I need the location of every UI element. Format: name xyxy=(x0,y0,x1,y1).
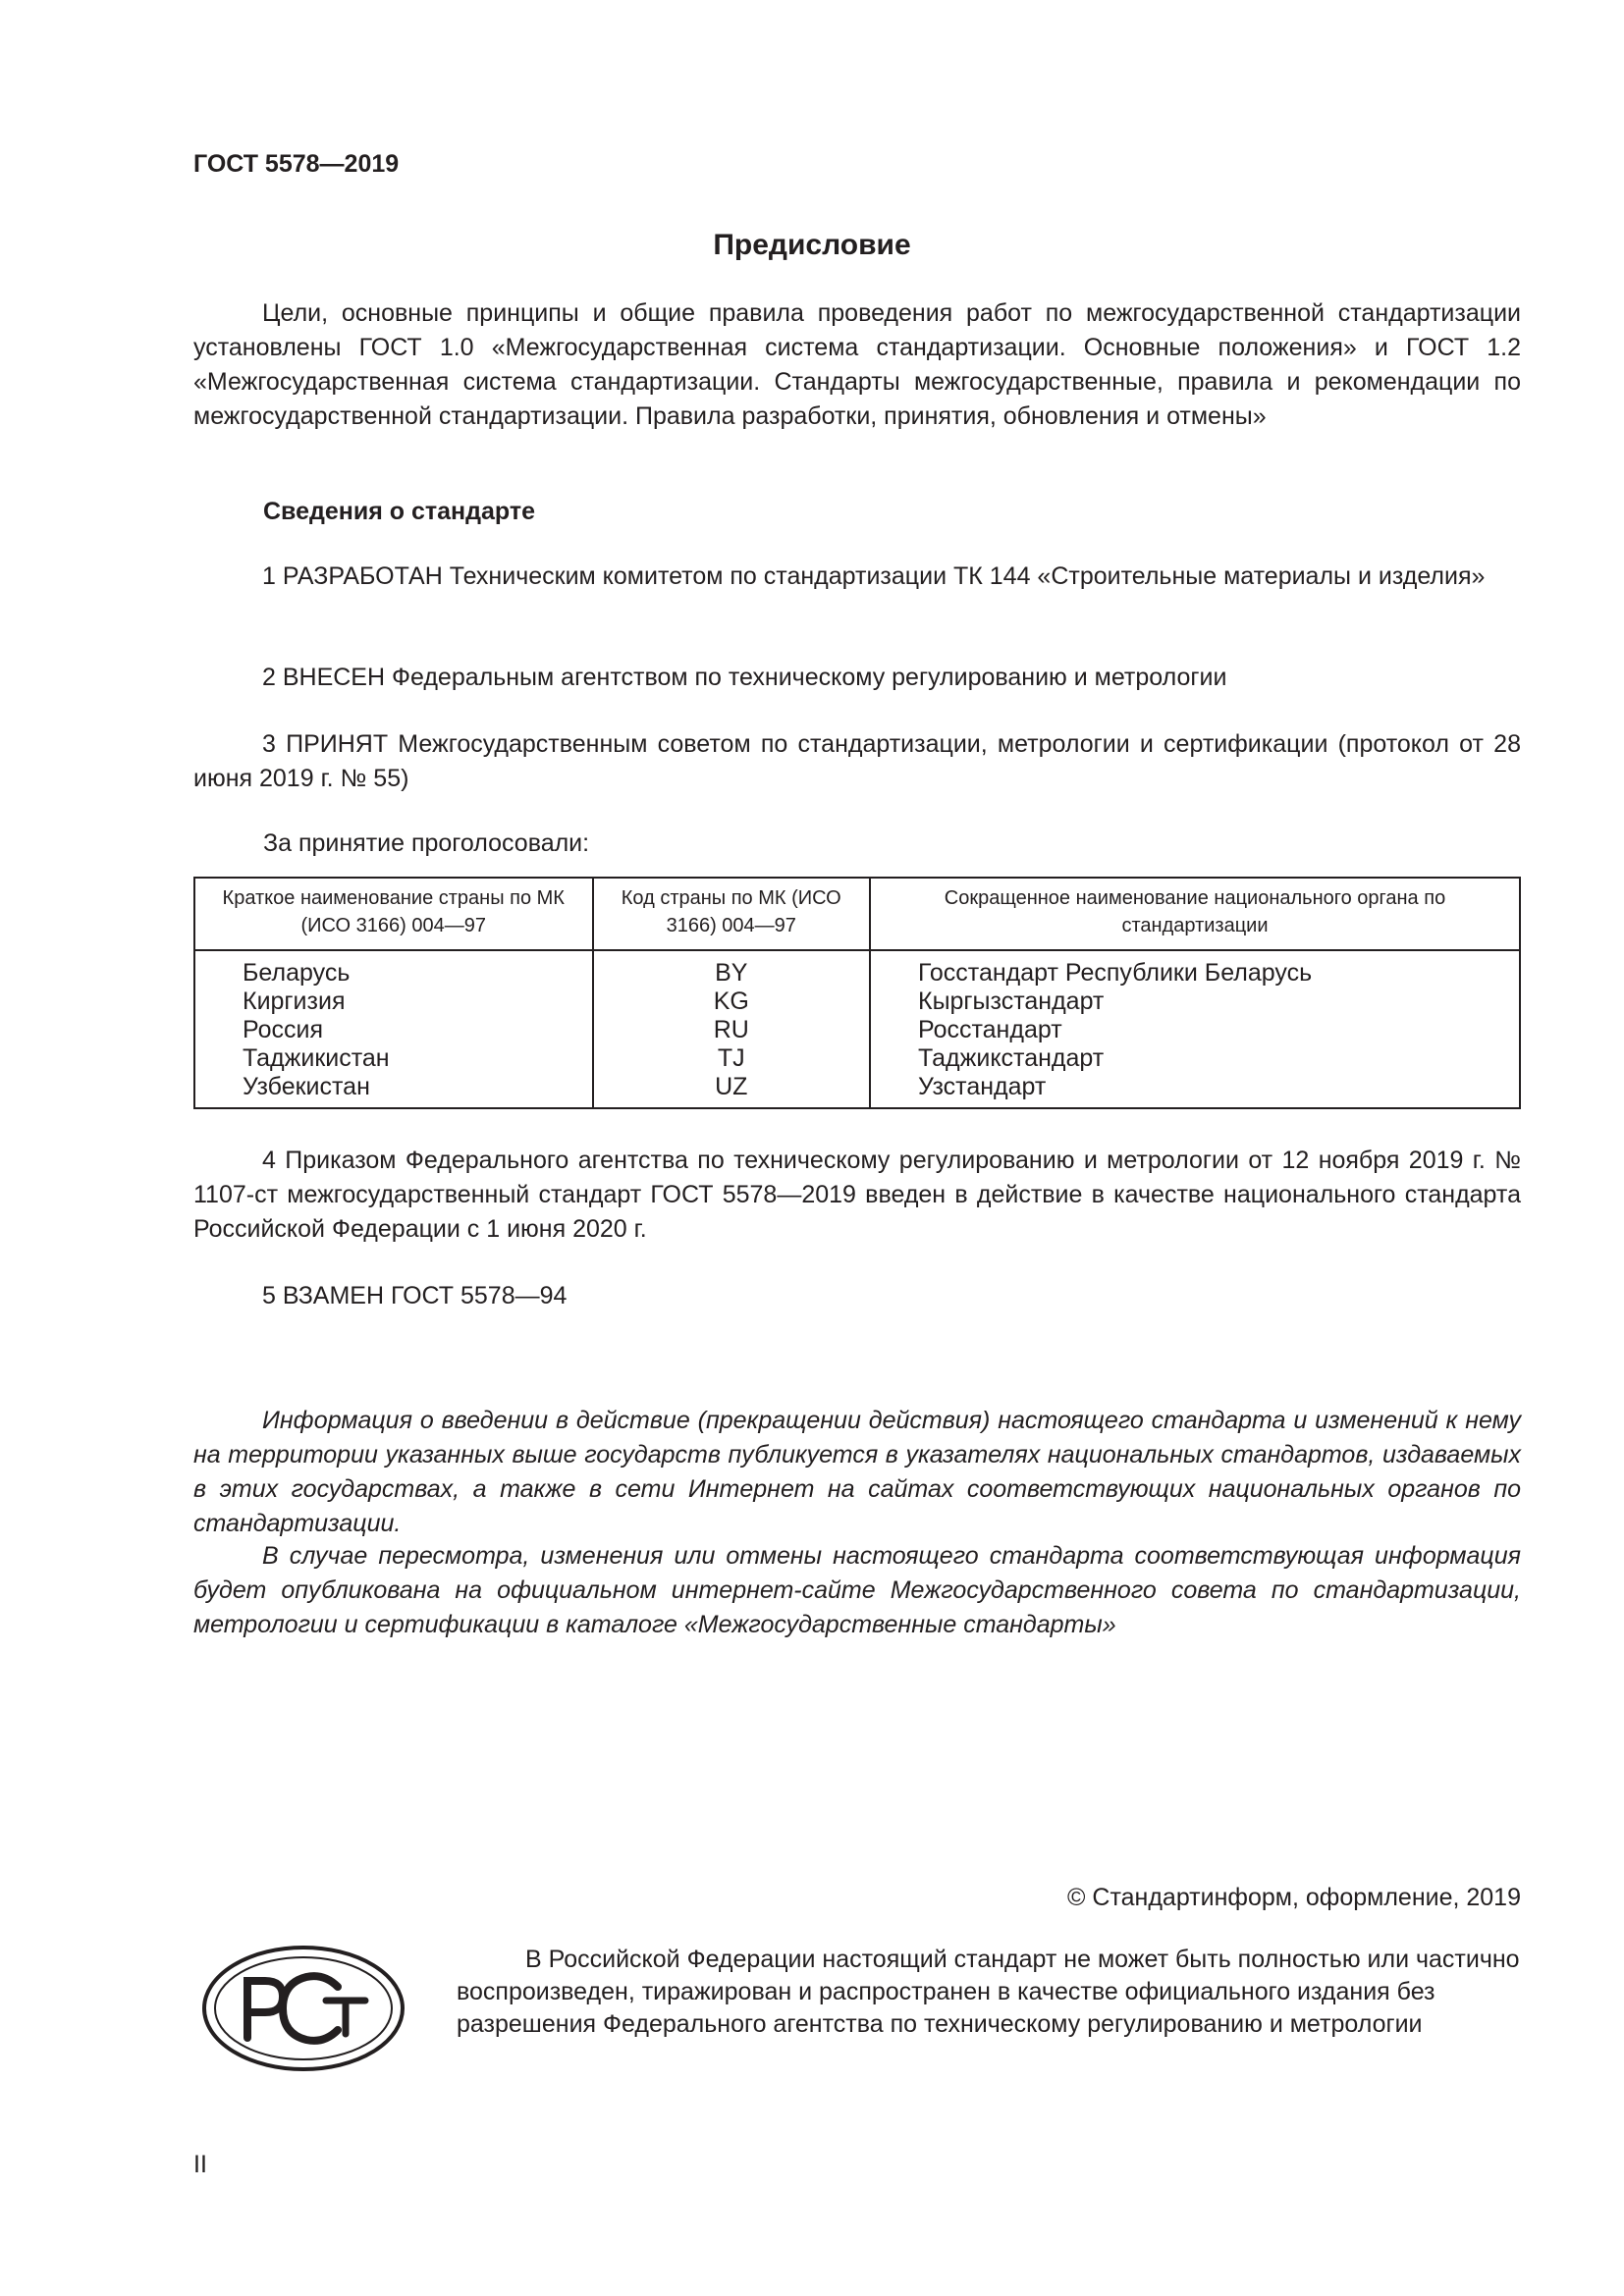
info-note-paragraph-1: Информация о введении в действие (прекращении действия) настоящего стандарта и изменений к нему на территории указанных выше государств публикуется в указателях национальных стандартов, издаваемых в этих государствах, а также в сети Интернет на сайтах соответствующих национальных органов по стандартизации. xyxy=(193,1407,1521,1537)
copyright-line: © Стандартинформ, оформление, 2019 xyxy=(1067,1884,1521,1911)
table-row xyxy=(194,1073,1520,1108)
header-national-body: Сокращенное наименование национального органа по стандартизации xyxy=(870,878,1520,950)
country-name-cell: Узбекистан xyxy=(194,1073,593,1108)
page-title: Предисловие xyxy=(713,229,911,261)
country-name-cell: Таджикистан xyxy=(194,1044,593,1073)
country-code-cell: TJ xyxy=(593,1044,871,1073)
table-row xyxy=(194,1044,1520,1073)
intro-paragraph: Цели, основные принципы и общие правила проведения работ по межгосударственной стандартизации установлены ГОСТ 1.0 «Межгосударственная система стандартизации. Основные положения» и ГОСТ 1.2 «Межгосударственная система стандартизации. Стандарты межгосударственные, правила и рекомендации по межгосударственной стандартизации. Правила разработки, принятия, обновления и отмены» xyxy=(193,299,1521,430)
national-body-cell: Таджикстандарт xyxy=(870,1044,1520,1073)
item-3-adopted: 3 ПРИНЯТ Межгосударственным советом по стандартизации, метрологии и сертификации (протокол от 28 июня 2019 г. № 55) xyxy=(193,730,1521,792)
country-code-cell: BY xyxy=(593,950,871,988)
item-5-replaces: 5 ВЗАМЕН ГОСТ 5578—94 xyxy=(262,1282,568,1309)
table-row xyxy=(194,1016,1520,1044)
voting-countries-table xyxy=(193,877,1521,1109)
country-name-cell: Беларусь xyxy=(194,950,593,988)
national-body-cell: Узстандарт xyxy=(870,1073,1520,1108)
document-code-header: ГОСТ 5578—2019 xyxy=(193,150,400,178)
page-number: II xyxy=(193,2151,207,2178)
item-4-enacted: 4 Приказом Федерального агентства по техническому регулированию и метрологии от 12 ноября 2019 г. № 1107-ст межгосударственный стандарт ГОСТ 5578—2019 введен в действие в качестве национального стандарта Российской Федерации с 1 июня 2020 г. xyxy=(193,1147,1521,1243)
section-heading: Сведения о стандарте xyxy=(263,498,536,525)
national-body-cell: Кыргызстандарт xyxy=(870,988,1520,1016)
rst-certification-mark-icon xyxy=(200,1944,406,2073)
table-row xyxy=(194,988,1520,1016)
item-1-developed: 1 РАЗРАБОТАН Техническим комитетом по стандартизации ТК 144 «Строительные материалы и изделия» xyxy=(262,562,1486,590)
item-2-submitted: 2 ВНЕСЕН Федеральным агентством по техническому регулированию и метрологии xyxy=(262,664,1227,691)
country-name-cell: Киргизия xyxy=(194,988,593,1016)
header-country-name: Краткое наименование страны по МК (ИСО 3166) 004—97 xyxy=(194,878,593,950)
country-code-cell: KG xyxy=(593,988,871,1016)
national-body-cell: Росстандарт xyxy=(870,1016,1520,1044)
country-name-cell: Россия xyxy=(194,1016,593,1044)
country-code-cell: RU xyxy=(593,1016,871,1044)
info-note-paragraph-2: В случае пересмотра, изменения или отмены настоящего стандарта соответствующая информация будет опубликована на официальном интернет-сайте Межгосударственного совета по стандартизации, метрологии и сертификации в каталоге «Межгосударственные стандарты» xyxy=(193,1542,1521,1638)
header-country-code: Код страны по МК (ИСО 3166) 004—97 xyxy=(593,878,871,950)
table-row xyxy=(194,950,1520,988)
national-body-cell: Госстандарт Республики Беларусь xyxy=(870,950,1520,988)
voted-label: За принятие проголосовали: xyxy=(263,829,590,857)
table-header-row xyxy=(194,878,1520,950)
reproduction-notice: В Российской Федерации настоящий стандарт не может быть полностью или частично воспроизведен, тиражирован и распространен в качестве официального издания без разрешения Федерального агентства по техническому регулированию и метрологии xyxy=(457,1946,1520,2038)
country-code-cell: UZ xyxy=(593,1073,871,1108)
